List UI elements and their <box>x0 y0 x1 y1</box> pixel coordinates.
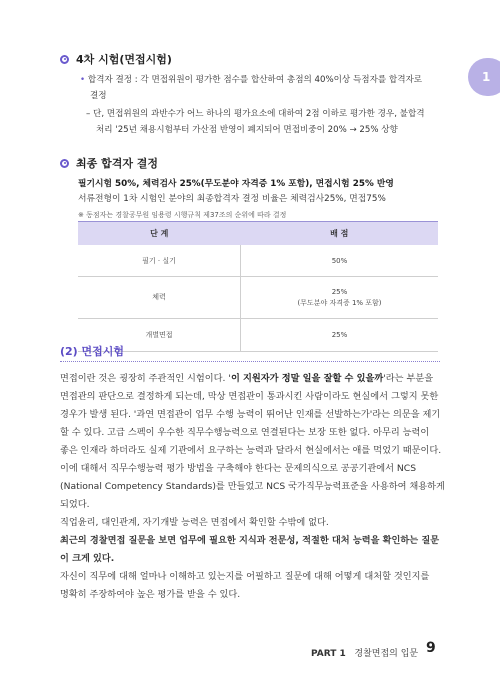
text-run: '라는 부분을 <box>383 373 434 384</box>
emphasis-text: 이 지원자가 정말 일을 잘할 수 있을까 <box>230 373 384 384</box>
table-cell-score: 25% <box>241 319 439 352</box>
bullet-line-cont: 결정 <box>90 91 107 101</box>
section-heading-interview <box>60 51 172 67</box>
running-footer <box>311 646 418 659</box>
table-row <box>78 277 438 319</box>
bullet-icon: • <box>80 75 86 85</box>
footer-title: 경찰면접의 입문 <box>354 649 419 659</box>
paragraph-line: 할 수 있다. 고급 스펙이 우수한 직무수행능력으로 연결된다는 보장 또한 없다. 아무리 능력이 <box>60 427 430 438</box>
table-cell-stage: 체력 <box>78 277 241 319</box>
emphasis-line: 최근의 경찰면접 질문을 보면 업무에 필요한 지식과 전문성, 적절한 대처 능력을 확인하는 질문 <box>60 535 440 546</box>
bullet-line <box>80 73 422 85</box>
weight-summary: 필기시험 50%, 체력검사 25%(무도분야 자격증 1% 포함), 면접시험 25% 반영 <box>78 179 394 189</box>
paragraph-line: 면접관의 판단으로 결정하게 되는데, 막상 면접관이 통과시킨 사람이라도 현실에서 그렇지 못한 <box>60 391 439 402</box>
page-number: 9 <box>426 640 436 656</box>
table-header: 배 점 <box>241 222 439 246</box>
table-row <box>78 245 438 277</box>
dotted-divider <box>60 361 440 362</box>
emphasis-line: 이 크게 있다. <box>60 553 115 564</box>
paragraph-line: (National Competency Standards)를 만들었고 NCS 국가직무능력표준을 사용하여 채용하게 <box>60 481 445 492</box>
paragraph-line: 이에 대해서 직무수행능력 평가 방법을 구축해야 한다는 문제의식으로 공공기관에서 NCS <box>60 463 417 474</box>
table-cell-score: 50% <box>241 245 439 277</box>
paragraph-line: 좋은 인재라 하더라도 실제 기관에서 요구하는 능력과 달라서 현실에서는 애를 먹었기 때문이다. <box>60 445 442 456</box>
text-run: 면접이란 것은 굉장히 주관적인 시험이다. ' <box>60 373 231 384</box>
ratio-note: 서류전형이 1차 시험인 분야의 최종합격자 결정 비율은 체력검사25%, 면접75% <box>78 194 386 204</box>
footer-part: PART 1 <box>311 649 346 659</box>
paragraph-line: 경우가 발생 된다. '과연 면접관이 업무 수행 능력이 뛰어난 인재를 선발하는가'라는 의문을 제기 <box>60 409 441 420</box>
section-heading-final <box>60 155 158 171</box>
table-cell-stage: 필기 · 실기 <box>78 245 241 277</box>
tie-note: ※ 동점자는 경찰공무원 임용령 시행규칙 제37조의 순위에 따라 결정 <box>78 211 287 219</box>
subsection-title: (2) 면접시험 <box>60 345 125 358</box>
dash-line-cont: 처리 '25년 채용시험부터 가산점 반영이 폐지되어 면접비중이 20% → 25% 상향 <box>96 125 398 135</box>
section-title: 최종 합격자 결정 <box>76 157 159 170</box>
bullet-text: 합격자 결정 : 각 면접위원이 평가한 점수를 합산하여 총점의 40%이상 득점자를 합격자로 <box>87 75 423 85</box>
paragraph-line: 명확히 주장하여야 높은 평가를 받을 수 있다. <box>60 589 241 600</box>
score-table <box>78 221 438 352</box>
score-value: 25% <box>331 287 348 296</box>
score-sub: (무도분야 자격증 1% 포함) <box>297 298 382 307</box>
table-header: 단 계 <box>78 222 241 246</box>
section-title: 4차 시험(면접시험) <box>76 53 172 66</box>
table-cell-stage: 개별면접 <box>78 319 241 352</box>
paragraph-line <box>60 370 433 384</box>
table-header-row <box>78 222 438 246</box>
dash-line: – 단, 면접위원의 과반수가 어느 하나의 평가요소에 대하여 2점 이하로 평가한 경우, 불합격 <box>86 109 425 119</box>
circle-bullet-icon <box>60 159 69 168</box>
table-cell-score <box>241 277 439 319</box>
chapter-tab: 1 <box>468 58 500 96</box>
table-row <box>78 319 438 352</box>
circle-bullet-icon <box>60 55 69 64</box>
paragraph-line: 자신이 직무에 대해 얼마나 이해하고 있는지를 어필하고 질문에 대해 어떻게 대처할 것인지를 <box>60 571 430 582</box>
paragraph-line: 되었다. <box>60 499 90 510</box>
paragraph-line: 직업윤리, 대인관계, 자기개발 능력은 면접에서 확인할 수밖에 없다. <box>60 517 329 528</box>
